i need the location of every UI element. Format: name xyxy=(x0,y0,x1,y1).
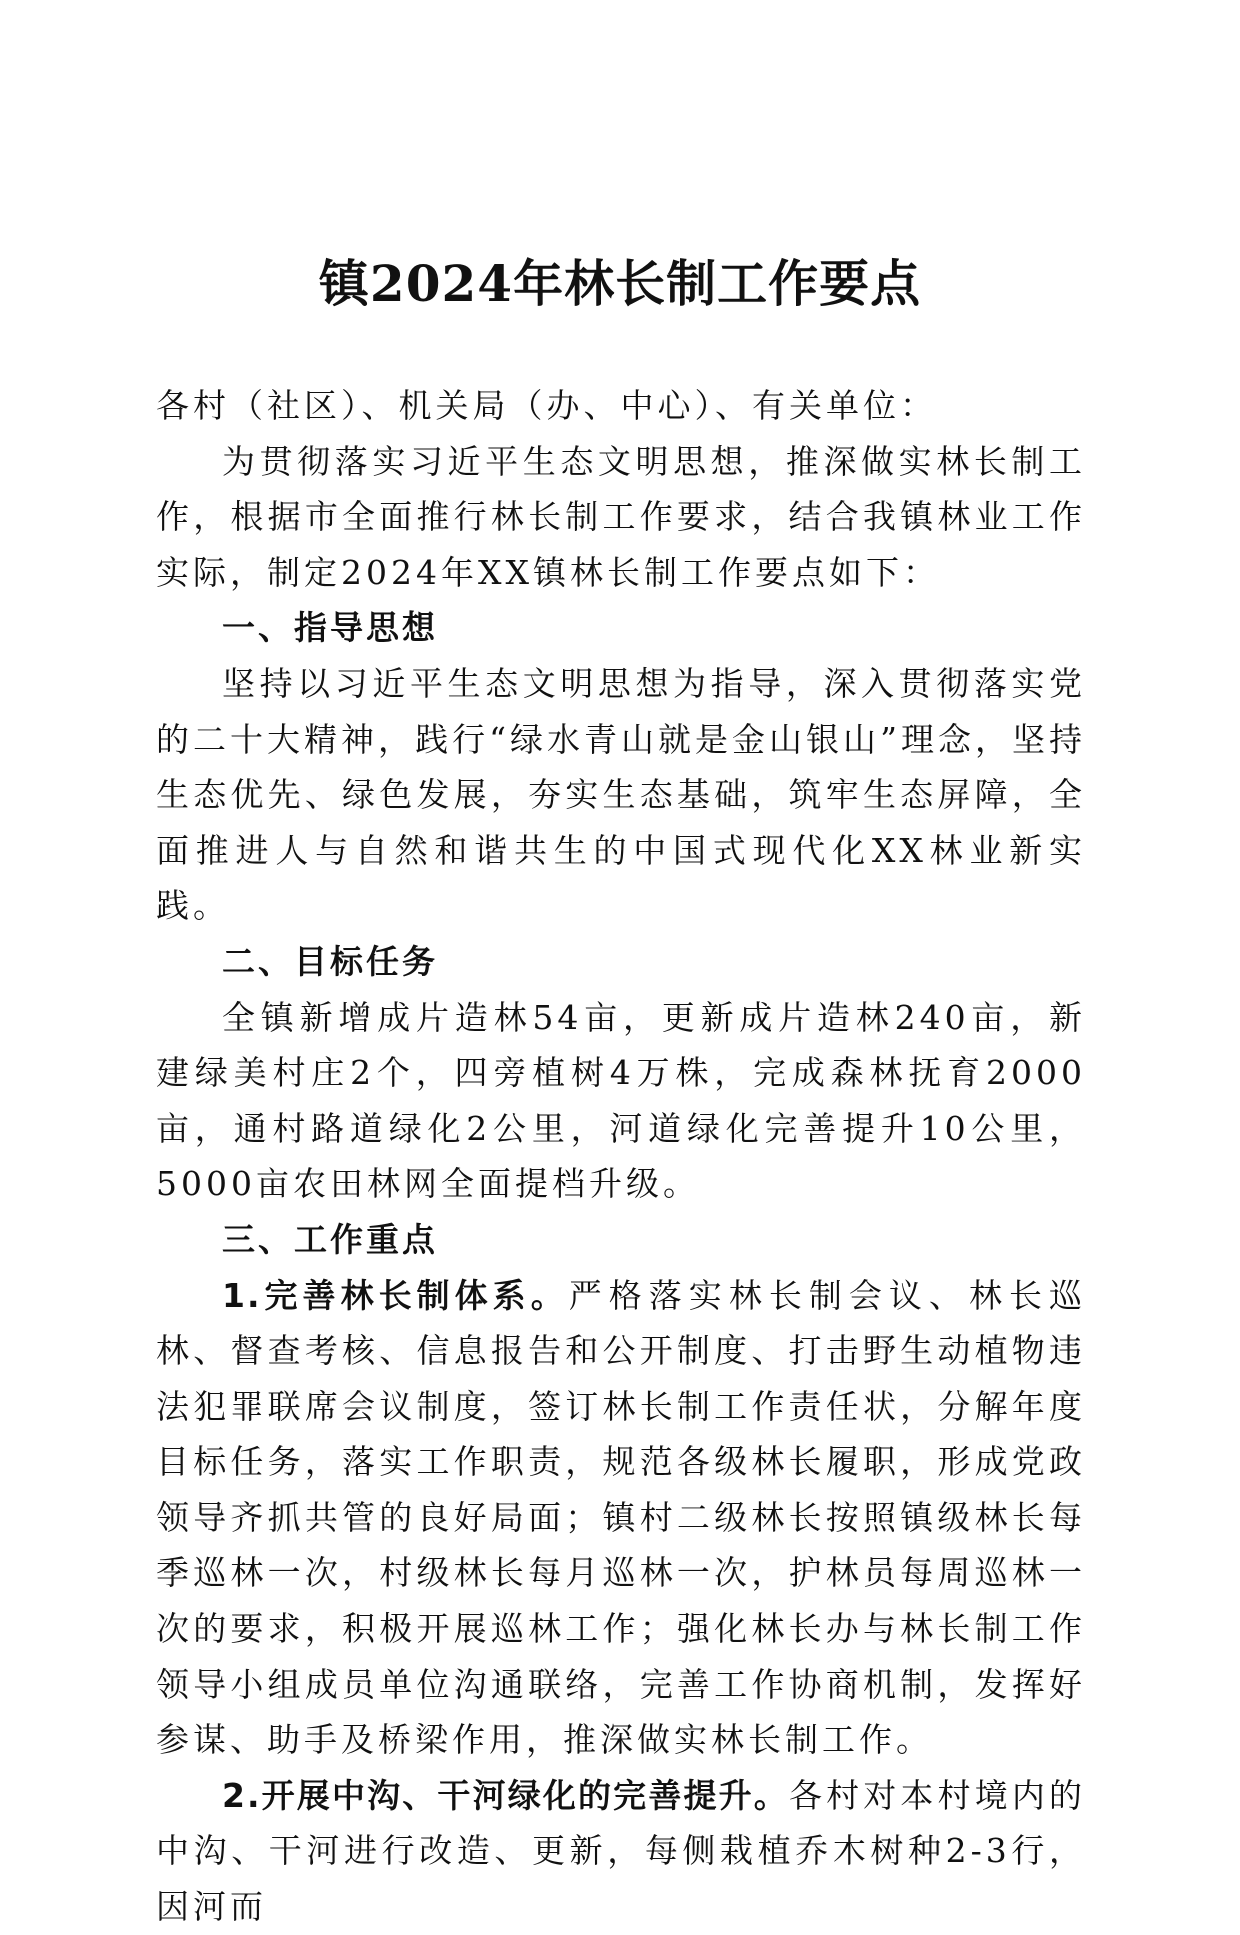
intro-paragraph: 为贯彻落实习近平生态文明思想，推深做实林长制工作，根据市全面推行林长制工作要求，结合我镇林业工作实际，制定2024年XX镇林长制工作要点如下： xyxy=(156,441,1086,592)
salutation: 各村（社区）、机关局（办、中心）、有关单位： xyxy=(156,386,937,425)
document-body xyxy=(156,378,1086,1935)
section-paragraph-guiding-thought: 坚持以习近平生态文明思想为指导，深入贯彻落实党的二十大精神，践行“绿水青山就是金山银山”理念，坚持生态优先、绿色发展，夯实生态基础，筑牢生态屏障，全面推进人与自然和谐共生的中国式现代化XX林业新实践。 xyxy=(156,663,1086,926)
key-point-1 xyxy=(156,1268,1086,1768)
key-point-1-lead: 1.完善林长制体系。 xyxy=(222,1275,569,1315)
key-point-2-lead: 2.开展中沟、干河绿化的完善提升。 xyxy=(222,1775,789,1815)
key-point-2-text: 各村对本村境内的中沟、干河进行改造、更新，每侧栽植乔木树种2-3行，因河而 xyxy=(156,1775,1087,1927)
key-point-1-text: 严格落实林长制会议、林长巡林、督查考核、信息报告和公开制度、打击野生动植物违法犯罪联席会议制度，签订林长制工作责任状，分解年度目标任务，落实工作职责，规范各级林长履职，形成党政领导齐抓共管的良好局面；镇村二级林长按照镇级林长每季巡林一次，村级林长每月巡林一次，护林员每周巡林一次的要求，积极开展巡林工作；强化林长办与林长制工作领导小组成员单位沟通联络，完善工作协商机制，发挥好参谋、助手及桥梁作用，推深做实林长制工作。 xyxy=(156,1275,1087,1760)
section-paragraph-targets: 全镇新增成片造林54亩，更新成片造林240亩，新建绿美村庄2个，四旁植树4万株，完成森林抚育2000亩，通村路道绿化2公里，河道绿化完善提升10公里，5000亩农田林网全面提档升级。 xyxy=(156,997,1086,1204)
key-point-2 xyxy=(156,1768,1086,1935)
section-heading-key-work: 三、工作重点 xyxy=(222,1219,438,1259)
section-heading-guiding-thought: 一、指导思想 xyxy=(222,608,438,648)
section-heading-targets: 二、目标任务 xyxy=(222,941,438,981)
document-title: 镇2024年林长制工作要点 xyxy=(318,254,922,313)
